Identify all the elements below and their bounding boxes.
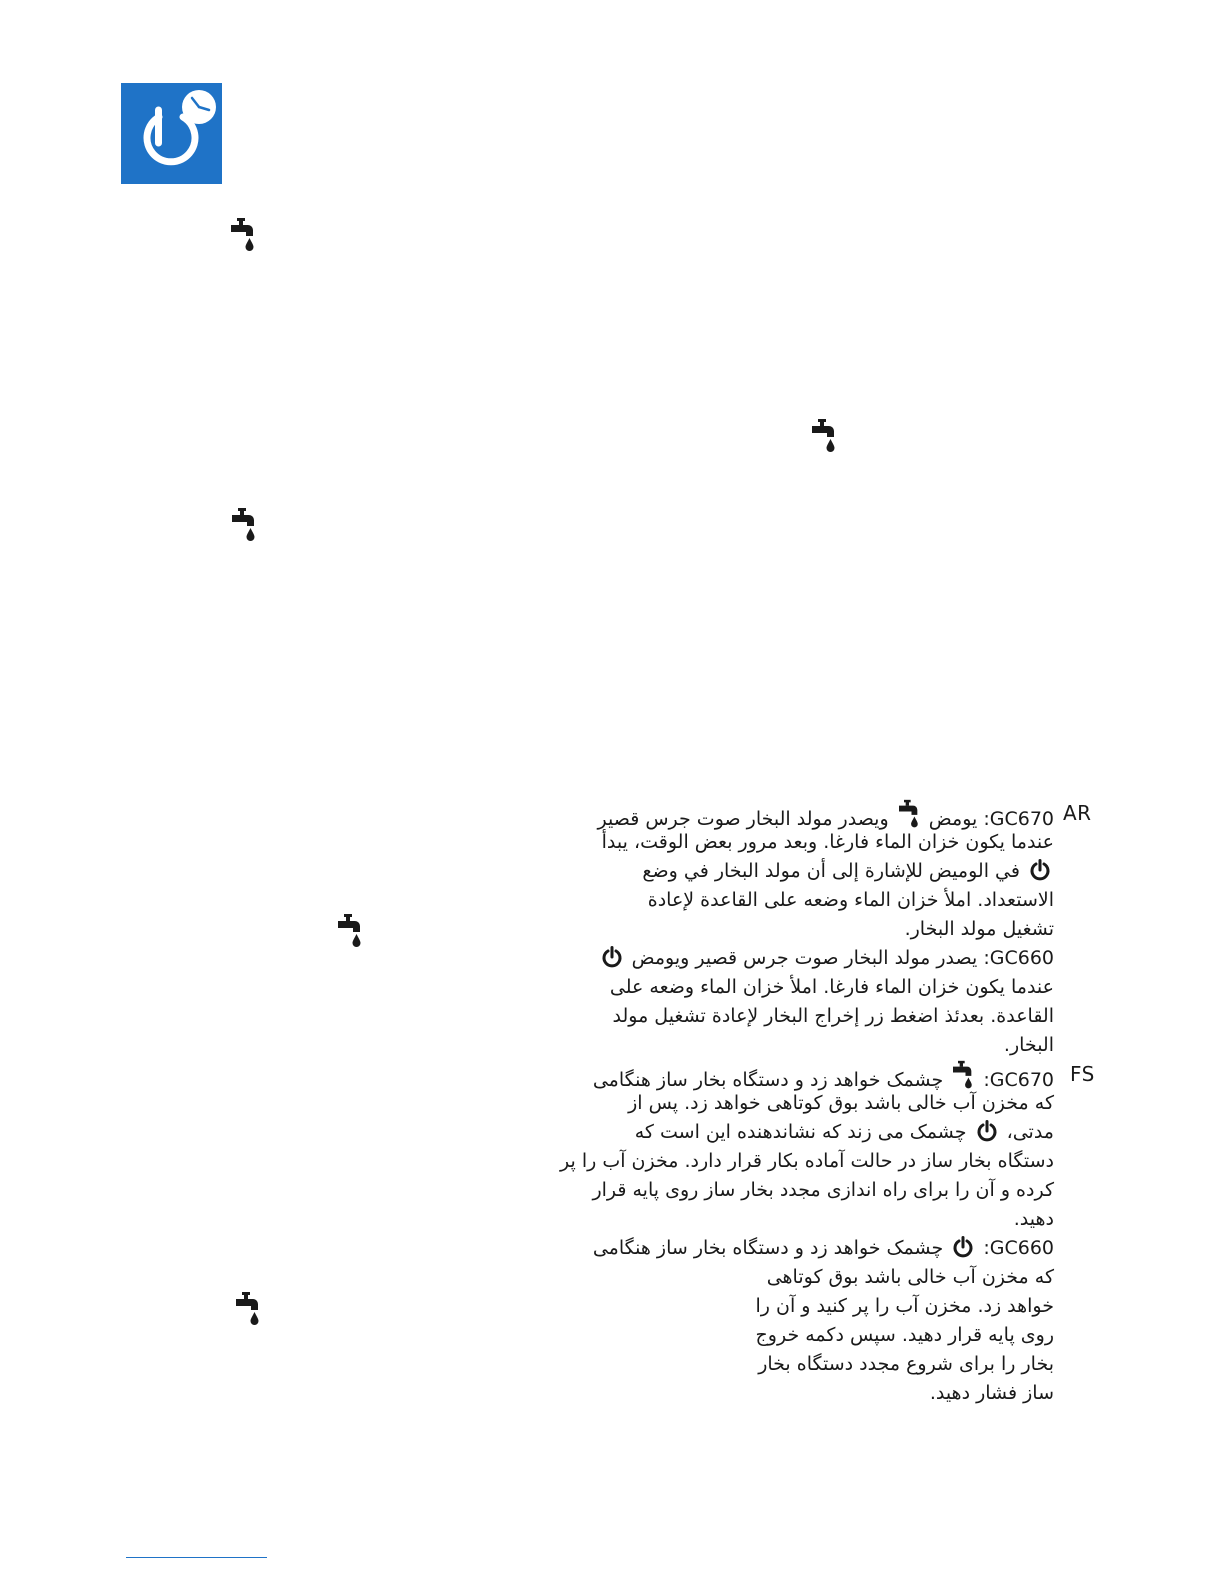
ar-line-7: عندما يكون خزان الماء فارغا. املأ خزان الماء وضعه على xyxy=(609,976,1054,998)
fs-line-7: GC660: چشمک خواهد زد و دستگاه بخار ساز هنگامی xyxy=(592,1237,1054,1259)
footer-rule xyxy=(126,1557,267,1558)
fs-line-3: مدتی، چشمک می زند که نشاندهنده این است که xyxy=(634,1121,1054,1143)
fs-line-4: دستگاه بخار ساز در حالت آماده بکار قرار دارد. مخزن آب را پر xyxy=(560,1150,1054,1172)
model-label: GC670 xyxy=(989,1069,1054,1091)
ar-line-6: GC660: يصدر مولد البخار صوت جرس قصير ويومض xyxy=(560,944,1054,973)
fs-line-9: خواهد زد. مخزن آب را پر کنید و آن را xyxy=(755,1295,1054,1317)
water-tap-icon xyxy=(811,418,837,454)
ar-line-4: الاستعداد. املأ خزان الماء وضعه على القاعدة لإعادة xyxy=(647,889,1054,911)
fs-line-1: GC670: چشمک خواهد زد و دستگاه بخار ساز هنگامی xyxy=(560,1060,1054,1095)
fs-line-11: بخار را برای شروع مجدد دستگاه بخار xyxy=(758,1353,1054,1375)
water-tap-icon xyxy=(337,913,363,949)
lang-label-fs: FS xyxy=(1070,1062,1095,1086)
power-icon xyxy=(601,946,623,968)
ar-line-5: تشغيل مولد البخار. xyxy=(904,918,1054,940)
power-icon xyxy=(952,1236,974,1258)
ar-line-9: البخار. xyxy=(1003,1034,1054,1056)
fs-line-5: کرده و آن را برای راه اندازی مجدد بخار ساز روی پایه قرار xyxy=(592,1179,1054,1201)
model-label: GC670 xyxy=(989,808,1054,830)
model-label: GC660 xyxy=(989,1237,1054,1259)
ar-line-1: GC670: يومض ويصدر مولد البخار صوت جرس قصير xyxy=(560,799,1054,834)
fs-line-8: که مخزن آب خالی باشد بوق کوتاهی xyxy=(766,1266,1054,1288)
water-tap-icon xyxy=(230,217,256,253)
lang-label-ar: AR xyxy=(1063,801,1092,825)
fs-line-12: ساز فشار دهید. xyxy=(929,1382,1054,1404)
fs-line-2: که مخزن آب خالی باشد بوق کوتاهی خواهد زد. پس از xyxy=(628,1092,1054,1114)
power-timer-icon xyxy=(121,83,222,184)
water-tap-icon xyxy=(231,507,257,543)
water-tap-icon xyxy=(235,1291,261,1327)
water-tap-icon xyxy=(898,799,920,829)
power-icon xyxy=(1029,859,1051,881)
ar-line-2: عندما يكون خزان الماء فارغا. وبعد مرور بعض الوقت، يبدأ xyxy=(601,831,1054,853)
fs-line-10: روی پایه قرار دهید. سپس دکمه خروج xyxy=(755,1324,1054,1346)
model-label: GC660 xyxy=(989,947,1054,969)
power-icon xyxy=(976,1120,998,1142)
fs-line-6: دهید. xyxy=(1013,1208,1054,1230)
ar-line-8: القاعدة. بعدئذ اضغط زر إخراج البخار لإعادة تشغيل مولد xyxy=(612,1005,1054,1027)
ar-line-3: في الوميض للإشارة إلى أن مولد البخار في وضع xyxy=(560,857,1054,886)
water-tap-icon xyxy=(952,1060,974,1090)
